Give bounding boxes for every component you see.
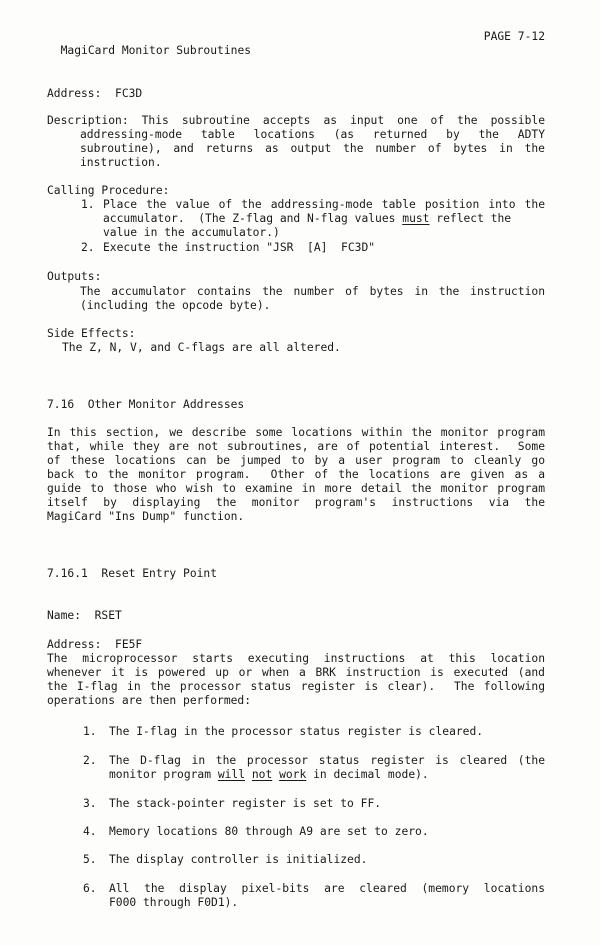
op-1-number: 1. <box>83 725 97 738</box>
reset-address-label: Address: <box>47 638 102 651</box>
description-line-3: subroutine), and returns as output the number of bytes in the <box>80 142 545 155</box>
name-value: RSET <box>94 609 122 622</box>
op-2-text-end: in decimal mode). <box>306 768 429 781</box>
description-line-1: Description: This subroutine accepts as input one of the possible <box>47 114 545 127</box>
step-1-line-3: value in the accumulator.) <box>103 226 280 239</box>
step-2-number: 2. <box>81 241 95 254</box>
step-1-line-2 <box>103 212 545 226</box>
reset-address-value: FE5F <box>115 638 143 651</box>
reset-address-line <box>47 638 545 652</box>
side-effects-text: The Z, N, V, and C-flags are all altered. <box>62 341 341 354</box>
outputs-line-2: (including the opcode byte). <box>80 299 271 312</box>
emphasis-not: not <box>251 768 273 781</box>
name-line <box>47 609 545 623</box>
op-3-text: The stack-pointer register is set to FF. <box>109 797 382 810</box>
op-2-line-1: The D-flag in the processor status register is cleared (the <box>109 754 545 767</box>
header-title: MagiCard Monitor Subroutines <box>60 44 252 58</box>
op-4-number: 4. <box>83 825 97 838</box>
op-2-text: monitor program <box>109 768 218 781</box>
address-label: Address: <box>47 87 102 100</box>
reset-para-line-3: the I-flag in the processor status register is clear). The following <box>47 680 545 693</box>
name-label: Name: <box>47 609 82 622</box>
address-line <box>47 87 545 101</box>
op-2-line-2 <box>109 768 545 782</box>
step-1-text: accumulator. (The Z-flag and N-flag values <box>103 212 403 225</box>
section-7-16-1-heading: 7.16.1 Reset Entry Point <box>47 567 218 580</box>
op-4-text: Memory locations 80 through A9 are set to zero. <box>109 825 429 838</box>
op-5-number: 5. <box>83 853 97 866</box>
step-1-text-end: reflect the <box>429 212 512 225</box>
description-line-4: instruction. <box>80 156 162 169</box>
page-number: PAGE 7-12 <box>483 30 545 43</box>
emphasis-must: must <box>402 212 430 225</box>
step-1-line-1: Place the value of the addressing-mode table position into the <box>103 198 545 211</box>
section-7-16-line-3: of these locations can be jumped to by a user program to cleanly go <box>47 454 545 467</box>
section-7-16-line-1: In this section, we describe some locations within the monitor program <box>47 426 545 439</box>
emphasis-will: will <box>217 768 246 781</box>
op-5-text: The display controller is initialized. <box>109 853 368 866</box>
op-2-space-1 <box>245 768 252 781</box>
step-1-number: 1. <box>81 198 95 211</box>
section-7-16-line-2: that, while they are not subroutines, are of potential interest. Some <box>47 440 545 453</box>
op-3-number: 3. <box>83 797 97 810</box>
reset-para-line-1: The microprocessor starts executing instructions at this location <box>47 652 545 665</box>
section-7-16-line-6: itself by displaying the monitor program's instructions via the <box>47 496 545 509</box>
calling-procedure-heading: Calling Procedure: <box>47 184 170 197</box>
section-7-16-line-5: guide to those who wish to examine in more detail the monitor program <box>47 482 545 495</box>
op-2-number: 2. <box>83 754 97 767</box>
reset-para-line-4: operations are then performed: <box>47 694 252 707</box>
op-6-line-2: F000 through F0D1). <box>109 896 239 909</box>
outputs-line-1: The accumulator contains the number of bytes in the instruction <box>80 285 545 298</box>
section-7-16-line-4: back to the monitor program. Other of the locations are given as a <box>47 468 545 481</box>
description-line-2: addressing-mode table locations (as returned by the ADTY <box>80 128 545 141</box>
section-7-16-heading: 7.16 Other Monitor Addresses <box>47 398 245 411</box>
outputs-heading: Outputs: <box>47 270 102 283</box>
op-6-line-1: All the display pixel-bits are cleared (memory locations <box>109 882 545 895</box>
reset-para-line-2: whenever it is powered up or when a BRK instruction is executed (and <box>47 666 545 679</box>
side-effects-heading: Side Effects: <box>47 327 136 340</box>
op-1-text: The I-flag in the processor status register is cleared. <box>109 725 484 738</box>
emphasis-work: work <box>279 768 307 781</box>
address-value: FC3D <box>115 87 143 100</box>
section-7-16-line-7: MagiCard "Ins Dump" function. <box>47 510 245 523</box>
step-2-text: Execute the instruction "JSR [A] FC3D" <box>103 241 376 254</box>
op-6-number: 6. <box>83 882 97 895</box>
